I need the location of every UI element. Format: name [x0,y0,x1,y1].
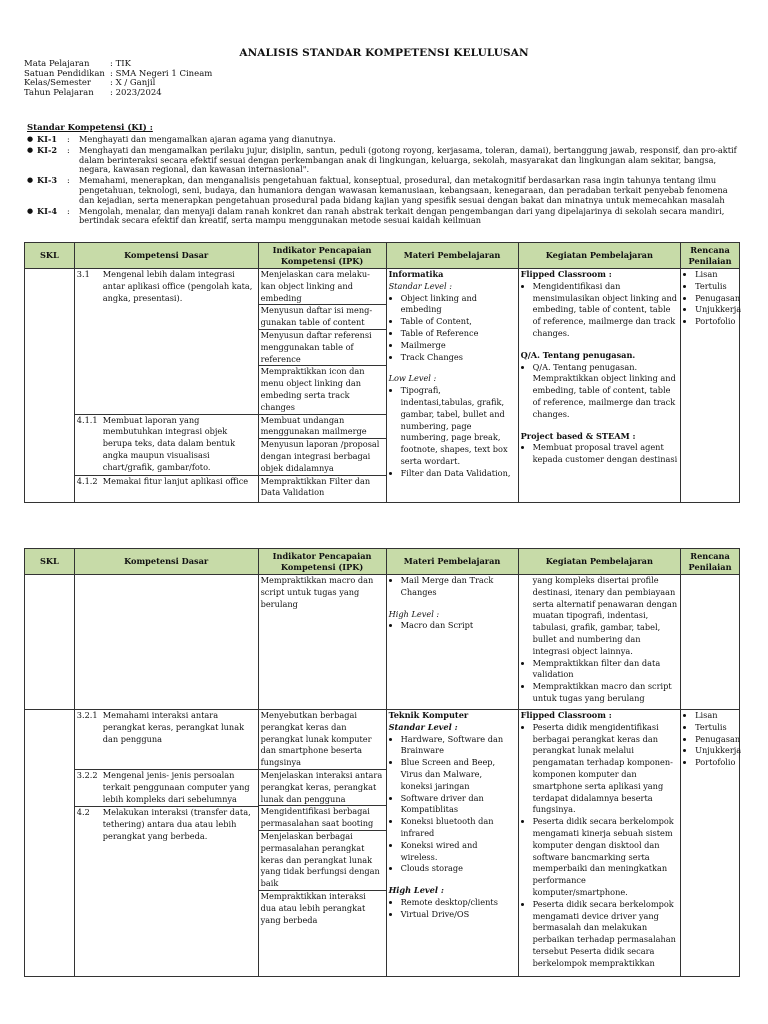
list-item: • Peserta didik mengidentifikasi berbagai perangkat keras dan perangkat lunak melalui pengamatan terhadap komponen-komponen komputer dan smartphone serta aplikasi yang terdapat didalamnya beserta fungsinya. [533,722,679,816]
ipk-cell [258,710,386,770]
skl-table-1 [24,242,740,503]
list-item: • Unjukkerja [695,304,737,316]
materi-cell [386,269,518,503]
list-item: • Object linking and embeding [401,293,516,317]
materi-list [389,293,516,364]
ki-code: KI-3 [37,175,58,186]
kegiatan-cell [518,575,681,710]
ipk-item: Mempraktikkan Filter dan Data Validation [260,475,371,498]
list-item: • Tipografi, indentasi,tabulas, grafik, gambar, tabel, bullet and numbering, page numbering, page break, footnote, shapes, text box serta wordart. [401,385,516,468]
list-item: • Portofolio [695,316,737,328]
list-item: • Mempraktikkan macro dan script untuk tugas yang berulang [533,681,679,705]
materi-title: Teknik Komputer [388,710,469,720]
kegiatan-list [521,658,679,705]
list-item: • Hardware, Software dan Brainware [401,734,516,758]
kegiatan-list [521,722,679,970]
header-kd: Kompetensi Dasar [74,243,258,269]
rencana-cell [681,269,740,503]
kd-text: Membuat laporan yang membutuhkan integrasi objek berupa teks, data dalam bentuk angka maupun visualisasi chart/grafik, gambar/foto. [102,414,236,472]
header-ipk: Indikator Pencapaian Kompetensi (IPK) [258,549,386,575]
header-kegiatan: Kegiatan Pembelajaran [518,243,681,269]
kegiatan-cell [518,710,681,977]
list-item: • Track Changes [401,352,516,364]
table-header-row [25,549,740,575]
kegiatan-cell [518,269,681,503]
table-header-row [25,243,740,269]
rencana-cell [681,710,740,977]
table-row [25,710,740,770]
kd-cell [74,710,258,770]
kd-cell [74,770,258,807]
list-item: • Penugasan [695,293,737,305]
meta-value: : 2023/2024 [110,87,162,98]
meta-value: : X / Ganjil [110,78,156,89]
list-item: • Penugasan [695,734,737,746]
ipk-item: Menyebutkan berbagai perangkat keras dan perangkat lunak komputer dan smartphone beserta fungsinya [260,710,372,768]
materi-cell [386,710,518,977]
kegiatan-heading: Flipped Classroom : [520,710,612,720]
list-item: • Mempraktikkan filter dan data validation [533,658,679,682]
bullet-icon: ● [27,176,34,185]
bullet-icon: ● [27,135,34,143]
ki-code: KI-1 [37,134,58,144]
kd-text: Mengenal lebih dalam integrasi antar aplikasi office (pengolah kata, angka, presentasi). [102,269,253,303]
ipk-cell [258,269,386,415]
meta-value: : TIK [110,59,131,69]
rencana-list [683,269,742,328]
skl-table-2 [24,548,740,977]
ipk-item: Menyusun laporan /proposal dengan integrasi berbagai objek didalamnya [260,439,380,473]
kd-number: 3.1 [76,269,90,279]
list-item: • Koneksi bluetooth dan infrared [401,816,516,840]
materi-list [389,897,516,921]
kd-cell [74,575,258,710]
kd-number: 4.1.2 [76,475,98,486]
list-item: • Blue Screen and Beep, Virus dan Malware, koneksi jaringan [401,757,516,792]
header-kegiatan: Kegiatan Pembelajaran [518,549,681,575]
list-item: • Unjukkerja [695,745,737,757]
list-item: • Peserta didik secara berkelompok mengamati device driver yang bermasalah dan melakukan perbaikan terhadap permasalahan tersebut Peserta didik secara berkelompok mempraktikkan [533,899,679,970]
list-item: • Mail Merge dan Track Changes [401,575,516,599]
kegiatan-list [521,281,679,340]
kd-cell [74,475,258,502]
ki-item [27,146,743,175]
ipk-item: Mempraktikkan interaksi dua atau lebih perangkat yang berbeda [260,890,366,925]
ki-heading: Standar Kompetensi (KI) : [27,123,153,133]
ki-text: Memahami, menerapkan, dan menganalisis pengetahuan faktual, konseptual, prosedural, dan metakognitif berdasarkan rasa ingin tahunya tentang ilmu pengetahuan, teknologi, seni, budaya, dan humaniora dengan wawasan kemanusiaan, kebangsaan, kenegaraan, dan peradaban terkait penyebab fenomena dan kejadian, serta menerapkan pengetahuan prosedural pada bidang kajian yang spesifik sesuai dengan bakat dan minatnya untuk memecahkan masalah [79,175,728,205]
materi-list [389,734,516,876]
list-item: • Koneksi wired and wireless. [401,840,516,864]
meta-row [24,89,212,99]
materi-list [389,575,516,599]
kd-cell [74,269,258,415]
kd-cell [74,807,258,977]
skl-cell [25,710,75,977]
kd-text: Memakai fitur lanjut aplikasi office [102,475,249,486]
list-item: • Portofolio [695,757,737,769]
materi-level-label: High Level : [388,885,444,896]
list-item: • Lisan [695,269,737,281]
ipk-cell [258,575,386,710]
ki-list [27,135,743,227]
list-item: • Peserta didik secara berkelompok mengamati kinerja sebuah sistem komputer dengan disktool dan software bancmarking serta memperbaiki dan meningkatkan performance komputer/smartphone. [533,816,679,899]
ipk-cell [258,770,386,977]
ipk-item: Menjelaskan cara melaku-kan object linking and embeding [259,269,386,305]
ipk-cell [258,475,386,502]
table-row [25,575,740,710]
header-kd: Kompetensi Dasar [74,549,258,575]
kd-text: Melakukan interaksi (transfer data, tethering) antara dua atau lebih perangkat yang berbeda. [102,807,251,841]
kegiatan-heading: Project based & STEAM : [520,430,636,441]
materi-level-label: Low Level : [388,373,437,384]
ipk-item: Menjelaskan berbagai permasalahan perangkat keras dan perangkat lunak yang tidak berfungsi dengan baik [259,831,386,891]
kegiatan-list [521,362,679,421]
skl-cell [25,269,75,503]
list-item: • Table of Content, [401,316,516,328]
ipk-item: Menyusun daftar referensi menggunakan table of reference [259,330,386,366]
ki-text: Mengolah, menalar, dan menyaji dalam ranah konkret dan ranah abstrak terkait dengan pengembangan dari yang dipelajarinya di sekolah secara mandiri, bertindak secara efektif dan kreatif, serta mampu menggunakan metode sesuai kaidah keilmuan [79,205,725,226]
ki-colon: : [67,134,70,144]
list-item: • Remote desktop/clients [401,897,516,909]
list-item: • Tertulis [695,281,737,293]
kd-number: 4.1.1 [76,414,98,425]
header-rencana: Rencana Penilaian [681,243,740,269]
list-item: • Tertulis [695,722,737,734]
ipk-cell [258,414,386,475]
meta-key: Tahun Pelajaran [24,87,94,98]
bullet-icon: ● [27,145,34,154]
ki-colon: : [67,205,70,216]
meta-key: Satuan Pendidikan [24,68,105,79]
list-item: • Membuat proposal travel agent kepada customer dengan destinasi [533,442,679,466]
ipk-item: Menyusun daftar isi meng-gunakan table of content [259,305,386,330]
bullet-icon: ● [27,206,34,215]
kd-text: Memahami interaksi antara perangkat keras, perangkat lunak dan pengguna [102,710,245,744]
header-rencana: Rencana Penilaian [681,549,740,575]
document-title: ANALISIS STANDAR KOMPETENSI KELULUSAN [239,47,529,59]
list-item: • Mailmerge [401,340,516,352]
materi-title: Informatika [388,269,444,279]
meta-key: Mata Pelajaran [24,59,90,69]
kegiatan-list [521,442,679,466]
list-item: • Q/A. Tentang penugasan. Mempraktikkan object linking and embeding, table of content, table of reference, mailmerge dan track changes. [533,362,679,421]
meta-value: : SMA Negeri 1 Cineam [110,68,213,79]
kd-text: Mengenal jenis- jenis persoalan terkait penggunaan computer yang lebih kompleks dari sebelumnya [102,770,250,804]
meta-key: Kelas/Semester [24,78,91,89]
header-materi: Materi Pembelajaran [386,243,518,269]
document-meta [24,60,212,98]
ki-colon: : [67,175,70,186]
materi-list [389,385,516,479]
table-row [25,269,740,415]
kegiatan-heading: Q/A. Tentang penugasan. [520,349,636,360]
ki-text: Menghayati dan mengamalkan perilaku jujur, disiplin, santun, peduli (gotong royong, kerjasama, toleran, damai), bertanggung jawab, responsif, dan pro-aktif dalam berinteraksi secara efektif sesuai dengan perkembangan anak di lingkungan, keluarga, sekolah, masyarakat dan lingkungan alam sekitar, bangsa, negara, kawasan regional, dan kawasan internasional". [79,144,737,175]
ki-item [27,176,743,205]
ipk-item: Mempraktikkan macro dan script untuk tugas yang berulang [260,575,374,609]
ki-item [27,207,743,227]
list-item: • Table of Reference [401,328,516,340]
materi-cell [386,575,518,710]
list-item: • Filter dan Data Validation, [401,468,516,480]
ipk-item: Membuat undangan menggunakan mailmerge [259,415,386,440]
materi-level-label: Standar Level : [388,280,452,291]
list-item: • Software driver dan Kompatiblitas [401,793,516,817]
header-ipk: Indikator Pencapaian Kompetensi (IPK) [258,243,386,269]
ipk-item: Mengidentifikasi berbagai permasalahan saat booting [259,806,386,831]
ki-item [27,135,743,145]
rencana-cell [681,575,740,710]
kegiatan-heading: Flipped Classroom : [520,269,612,279]
kd-number: 3.2.2 [76,770,98,780]
materi-level-label: High Level : [388,608,440,619]
ki-colon: : [67,144,70,155]
skl-cell [25,575,75,710]
ki-code: KI-2 [37,144,58,155]
materi-list [389,620,516,632]
kd-number: 3.2.1 [76,710,98,720]
header-materi: Materi Pembelajaran [386,549,518,575]
ipk-item: Mempraktikkan icon dan menu object linking dan embeding serta track changes [260,366,365,412]
list-item: • Macro dan Script [401,620,516,632]
list-item: • Clouds storage [401,863,516,875]
ki-text: Menghayati dan mengamalkan ajaran agama yang dianutnya. [79,134,336,144]
materi-level-label: Standar Level : [388,721,458,732]
list-item: • Virtual Drive/OS [401,909,516,921]
kd-cell [74,414,258,475]
header-skl: SKL [25,549,75,575]
rencana-list [683,710,742,769]
list-item: • Mengidentifikasi dan mensimulasikan object linking and embeding, table of content, table of reference, mailmerge dan track changes. [533,281,679,340]
header-skl: SKL [25,243,75,269]
list-item: • Lisan [695,710,737,722]
ki-code: KI-4 [37,205,58,216]
kd-number: 4.2 [76,807,90,817]
ipk-item: Menjelaskan interaksi antara perangkat keras, perangkat lunak dan pengguna [259,770,386,806]
kegiatan-text: yang kompleks disertai profile destinasi, itenary dan pembiayaan serta alternatif penawaran dengan muatan tipografi, indentasi, tabulasi, grafik, gambar, tabel, bullet and numbering dan integrasi object lainnya. [532,575,678,656]
